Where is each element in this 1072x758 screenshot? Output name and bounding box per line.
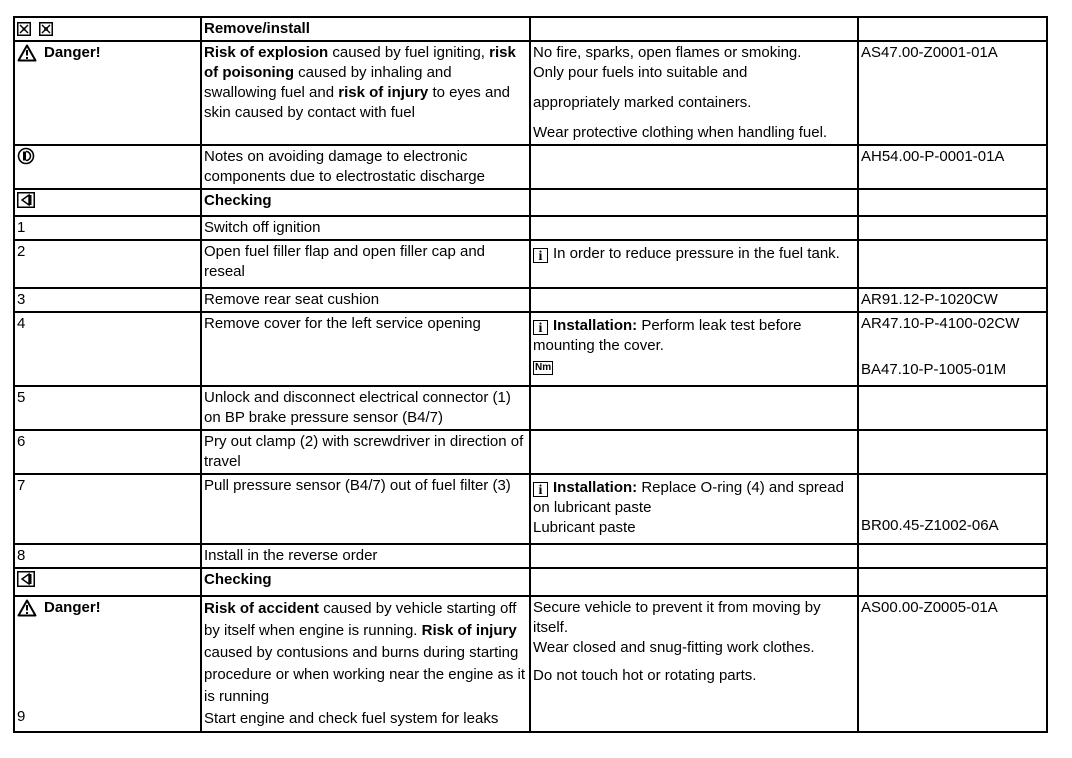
empty-cell [858,17,1047,41]
checking-label: Checking [201,189,530,216]
step-row [14,430,1047,474]
esd-row [14,145,1047,189]
reference-link[interactable]: AS47.00-Z0001-01A [858,41,1047,145]
info-icon: i [533,482,548,497]
esd-icon [17,147,35,165]
step-number: 9 [17,708,26,725]
danger-row-fuel [14,41,1047,145]
empty-cell [858,240,1047,288]
danger-text: Danger! [44,44,101,61]
empty-cell [530,386,858,430]
checking-row [14,189,1047,216]
note-text: Replace O-ring (4) and spread on lubricant paste [533,479,844,516]
reference-link[interactable]: AH54.00-P-0001-01A [858,145,1047,189]
note-text: Perform leak test before mounting the cover. [533,317,802,354]
step-number: 7 [14,474,201,544]
empty-cell [858,568,1047,596]
measures-cell [530,596,858,732]
danger-cell [14,596,201,732]
measure-text: Secure vehicle to prevent it from moving by itself. [533,599,821,636]
reference-link[interactable]: AR47.10-P-4100-02CW [861,315,1020,332]
empty-cell [530,216,858,240]
empty-cell [530,17,858,41]
danger-cell [14,41,201,145]
step-text: Unlock and disconnect electrical connector (1) on BP brake pressure sensor (B4/7) [201,386,530,430]
remove-install-icons-cell [14,17,201,41]
reference-cell [858,312,1047,386]
checking-label: Checking [201,568,530,596]
note-text: In order to reduce pressure in the fuel tank. [553,245,840,262]
danger-label [17,43,101,63]
section-title: Remove/install [201,17,530,41]
step-note [530,474,858,544]
measure-text: No fire, sparks, open flames or smoking. [533,44,802,61]
checking-icon [17,192,35,208]
header-row [14,17,1047,41]
note-bold: Installation: [553,479,638,496]
step-note [530,240,858,288]
reference-link[interactable]: AS00.00-Z0005-01A [858,596,1047,732]
step-text: Remove cover for the left service opening [201,312,530,386]
empty-cell [858,430,1047,474]
esd-icon-cell [14,145,201,189]
risk-bold: risk of injury [338,84,429,101]
step-number: 2 [14,240,201,288]
step-number: 3 [14,288,201,312]
torque-icon[interactable]: Nm [535,362,552,373]
empty-cell [530,544,858,568]
danger-row-engine [14,596,1047,732]
step-number: 5 [14,386,201,430]
step-text: Pry out clamp (2) with screwdriver in direction of travel [201,430,530,474]
danger-text: Danger! [44,599,101,616]
risk-bold: risk of poisoning [204,44,516,81]
risk-description [201,41,530,145]
step-text: Switch off ignition [201,216,530,240]
step-text: Open fuel filler flap and open filler cap and reseal [201,240,530,288]
warning-triangle-icon [17,599,37,617]
empty-cell [530,189,858,216]
warning-triangle-icon [17,44,37,62]
empty-cell [858,544,1047,568]
reference-link[interactable]: BA47.10-P-1005-01M [861,361,1007,378]
empty-cell [858,386,1047,430]
risk-description [201,596,530,732]
risk-bold: Risk of injury [421,622,517,639]
measure-text: Wear protective clothing when handling fuel. [533,124,828,141]
step-text: Pull pressure sensor (B4/7) out of fuel filter (3) [201,474,530,544]
risk-text: caused by inhaling and swallowing fuel and [204,64,452,101]
procedure-table [13,16,1048,733]
step-row [14,386,1047,430]
info-icon: i [533,320,548,335]
danger-label [17,598,101,618]
reference-link[interactable]: AR91.12-P-1020CW [858,288,1047,312]
measure-text: Wear closed and snug-fitting work clothes. [533,639,815,656]
measure-text: Do not touch hot or rotating parts. [533,667,757,684]
step-number: 8 [14,544,201,568]
risk-bold: Risk of explosion [204,44,329,61]
install-icon [39,22,53,36]
remove-icon [17,22,31,36]
empty-cell [530,145,858,189]
risk-text: caused by fuel igniting, [328,44,485,61]
empty-cell [858,216,1047,240]
checking-icon [17,571,35,587]
step-number: 4 [14,312,201,386]
risk-bold: Risk of accident [204,600,320,617]
step-row [14,288,1047,312]
reference-cell [858,474,1047,544]
empty-cell [858,189,1047,216]
reference-link[interactable]: BR00.45-Z1002-06A [861,517,999,534]
checking-icon-cell [14,568,201,596]
step-number: 6 [14,430,201,474]
step-text: Start engine and check fuel system for leaks [204,710,499,727]
empty-cell [530,288,858,312]
note-text: Lubricant paste [533,519,636,536]
measures-cell [530,41,858,145]
measure-text: appropriately marked containers. [533,94,752,111]
step-row [14,544,1047,568]
risk-text: to eyes and skin caused by contact with fuel [204,84,511,121]
empty-cell [530,568,858,596]
step-row [14,240,1047,288]
checking-row [14,568,1047,596]
esd-notes: Notes on avoiding damage to electronic components due to electrostatic discharge [201,145,530,189]
info-icon: i [533,248,548,263]
step-note [530,312,858,386]
measure-text: Only pour fuels into suitable and [533,64,748,81]
step-text: Install in the reverse order [201,544,530,568]
step-number: 1 [14,216,201,240]
checking-icon-cell [14,189,201,216]
risk-text: caused by contusions and burns during starting procedure or when working near the engine as it is running [204,644,526,705]
step-row [14,474,1047,544]
step-row [14,312,1047,386]
empty-cell [530,430,858,474]
note-bold: Installation: [553,317,638,334]
risk-text: caused by vehicle starting off by itself when engine is running. [204,600,517,639]
step-row [14,216,1047,240]
step-text: Remove rear seat cushion [201,288,530,312]
